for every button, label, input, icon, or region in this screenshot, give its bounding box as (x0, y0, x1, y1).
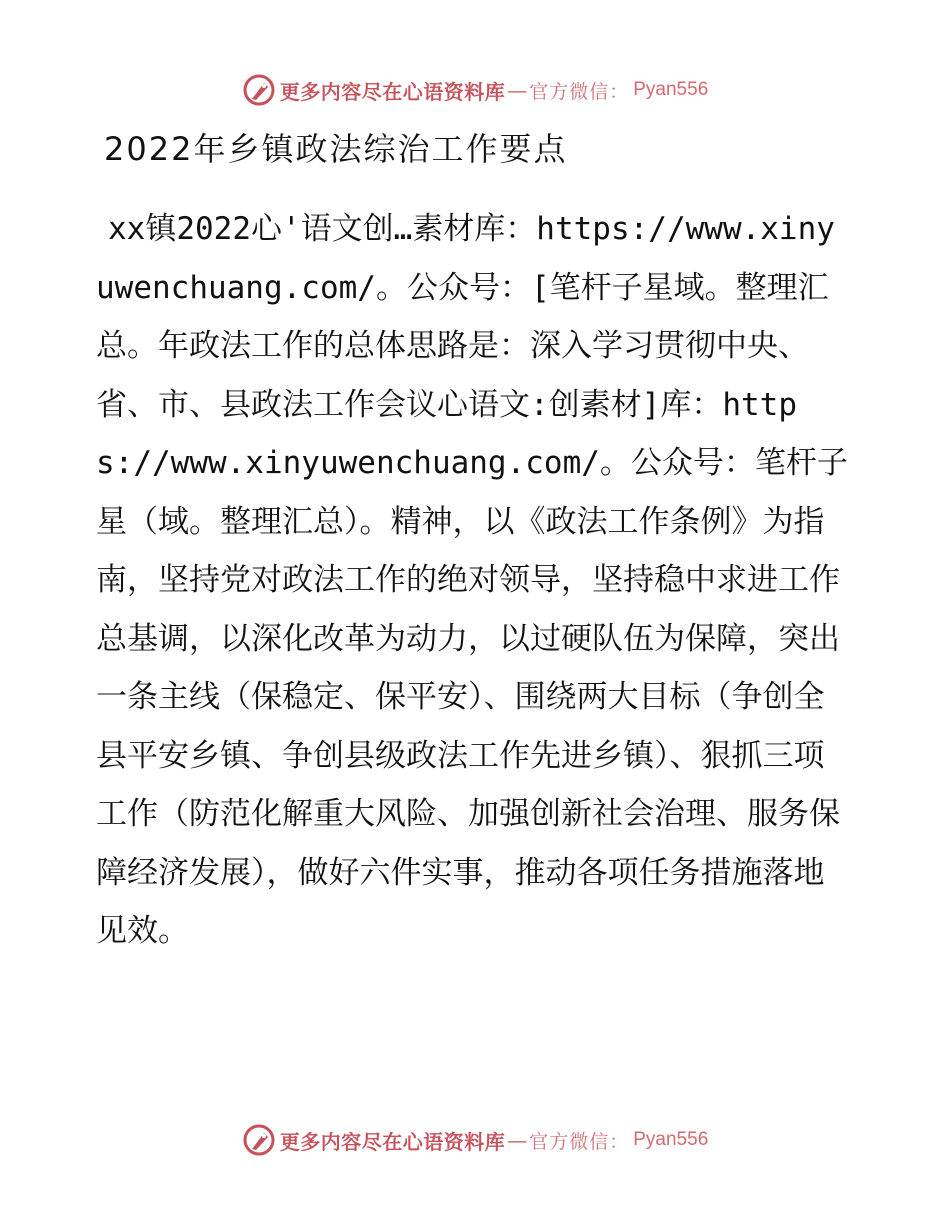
banner-dash: — (507, 1128, 528, 1152)
wechat-label: 官方微信： (529, 1130, 630, 1153)
footer-banner (0, 1120, 950, 1160)
wechat-id: Pyan556 (633, 79, 709, 100)
banner-dash: — (507, 78, 528, 102)
promo-text: 更多内容尽在心语资料库 (279, 1129, 506, 1154)
pen-nib-logo-icon (242, 73, 276, 107)
promo-text: 更多内容尽在心语资料库 (279, 79, 506, 104)
header-banner (0, 70, 950, 110)
wechat-id: Pyan556 (633, 1129, 709, 1150)
document-title: 2022年乡镇政法综治工作要点 (104, 130, 568, 168)
wechat-label: 官方微信： (529, 80, 630, 103)
document-body: xx镇2022心'语文创…素材库：https://www.xinyuwenchuang.com/。公众号：[笔杆子星域。整理汇总。年政法工作的总体思路是：深入学习贯彻中央、省、市、县政法工作会议心语文:创素材]库：https://www.xinyuwenchuang.com/。公众号：笔杆子星（域。整理汇总）。精神，以《政法工作条例》为指南，坚持党对政法工作的绝对领导，坚持稳中求进工作总基调，以深化改革为动力，以过硬队伍为保障，突出一条主线（保稳定、保平安）、围绕两大目标（争创全县平安乡镇、争创县级政法工作先进乡镇）、狠抓三项工作（防范化解重大风险、加强创新社会治理、服务保障经济发展），做好六件实事，推动各项任务措施落地见效。 (96, 211, 848, 949)
pen-nib-logo-icon (242, 1123, 276, 1157)
